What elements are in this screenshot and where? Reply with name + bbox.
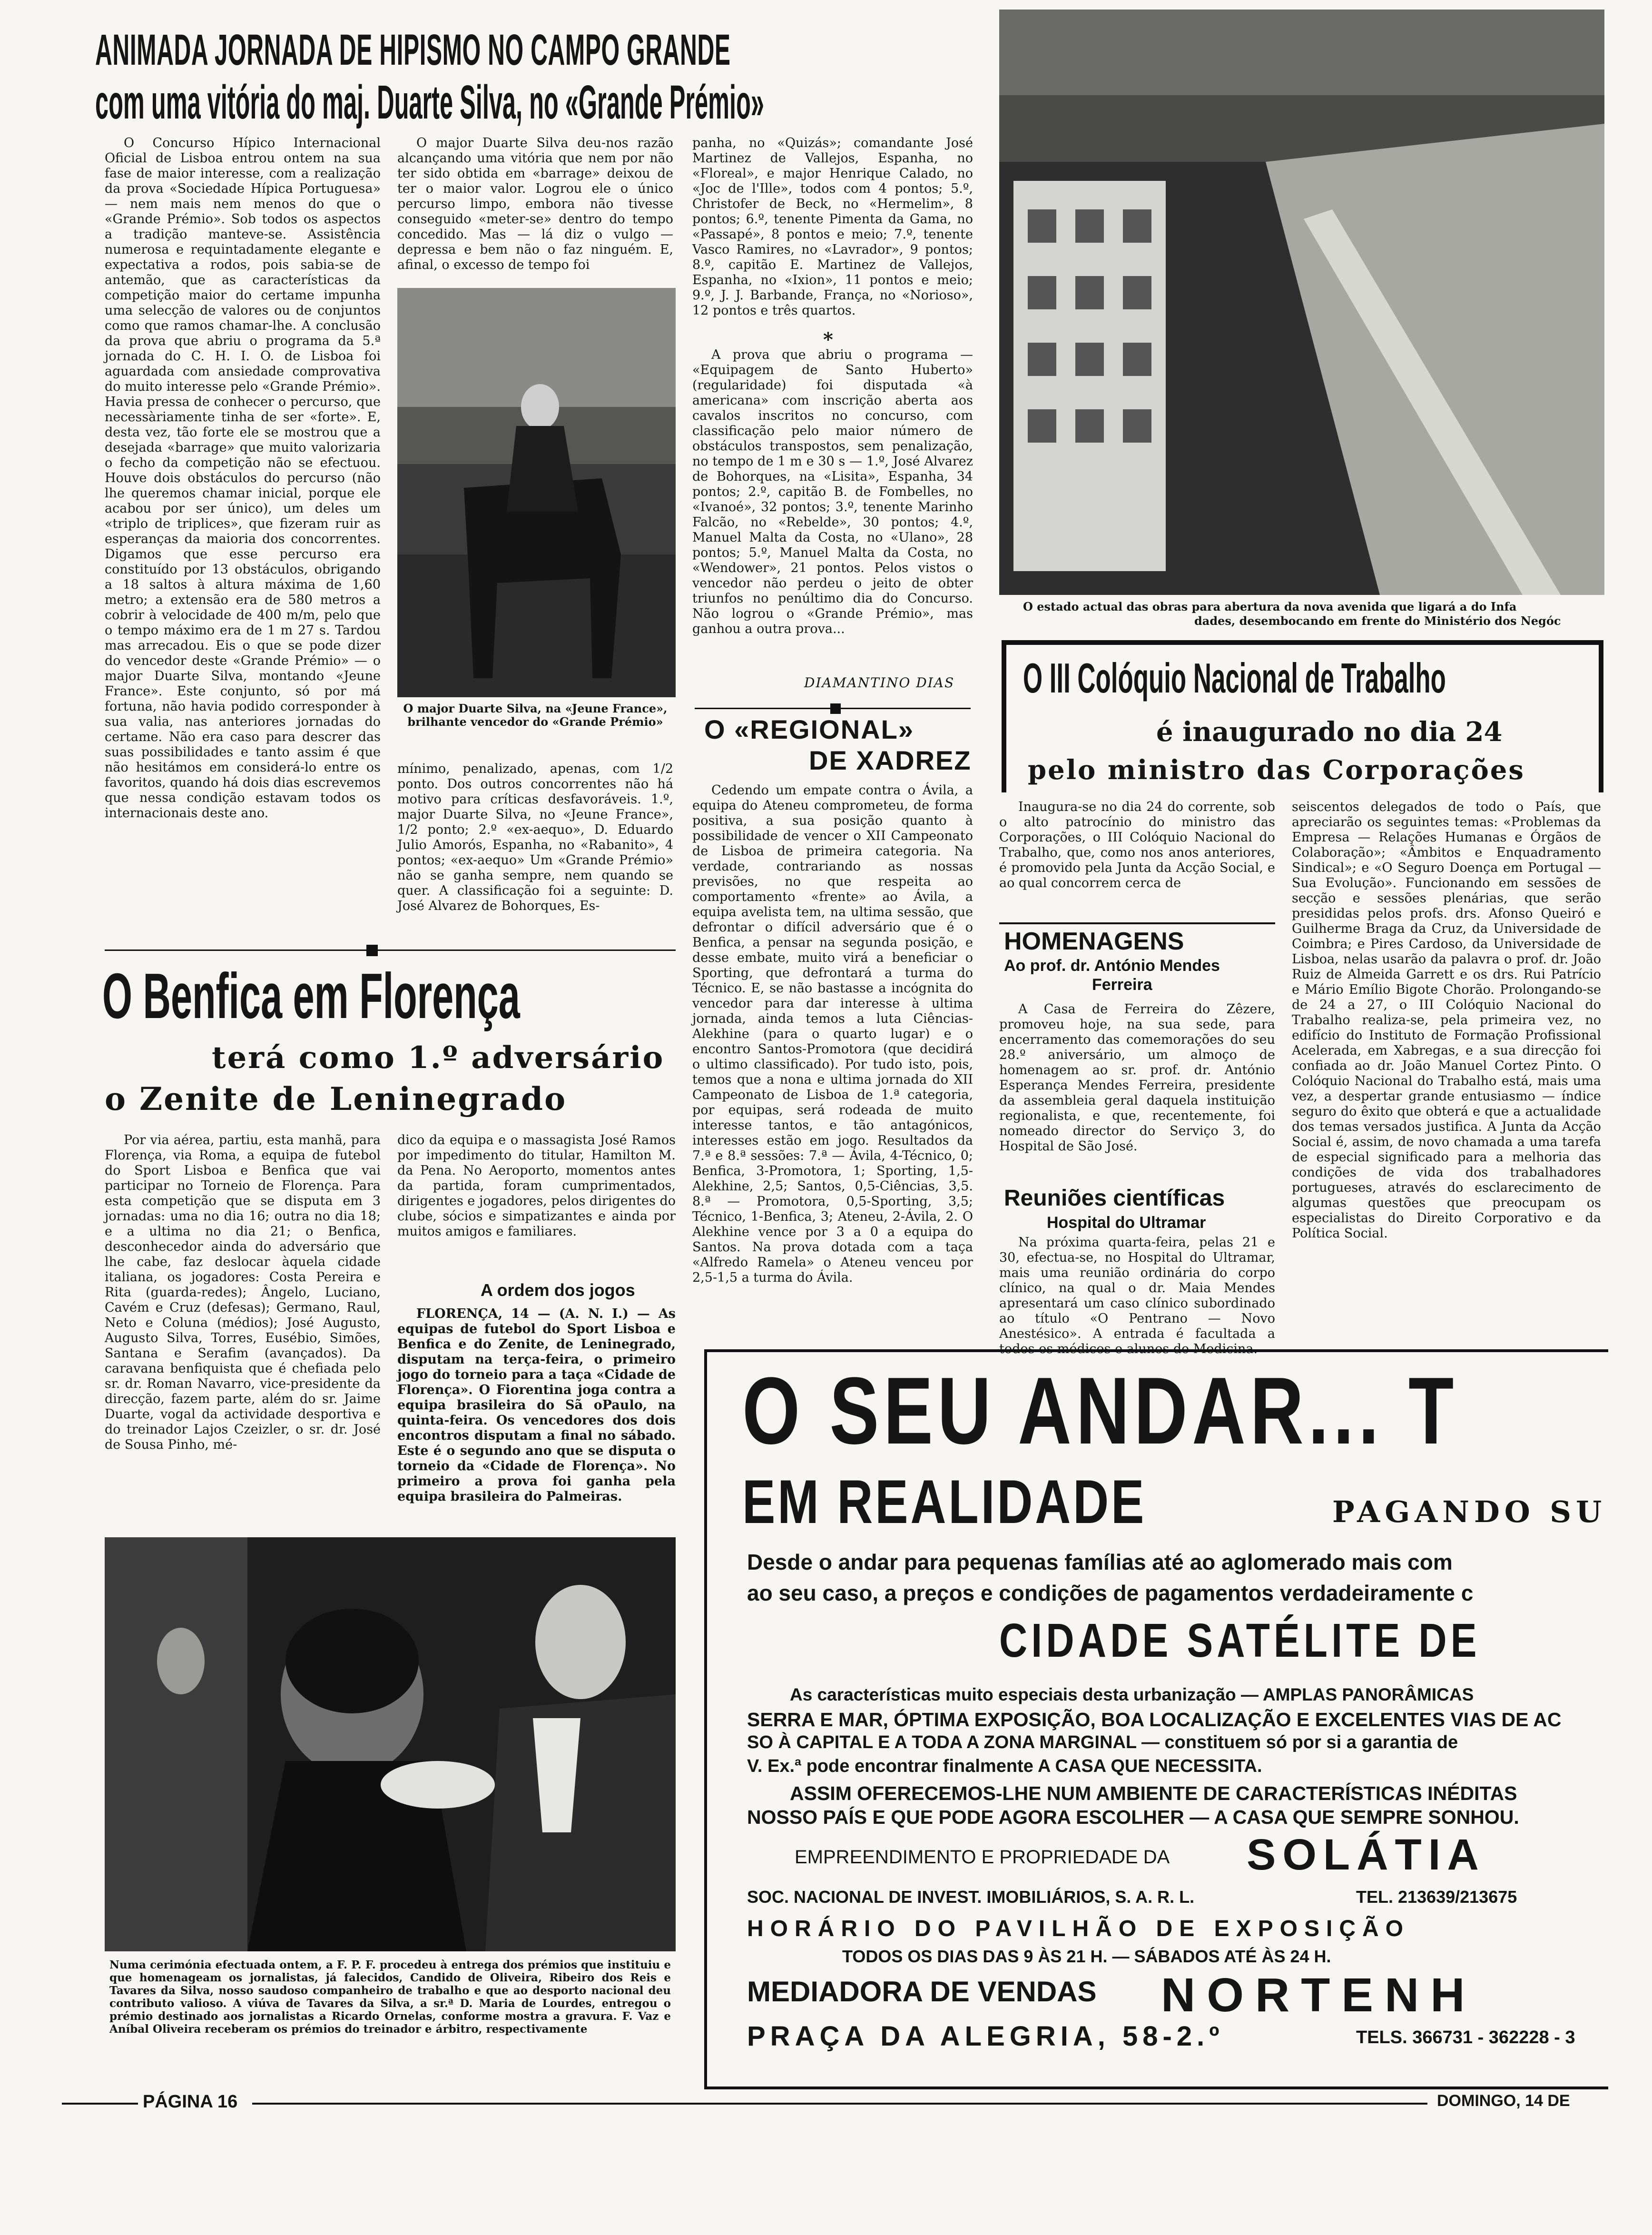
homenagens-column (999, 1002, 1275, 1183)
benfica-text-2b: FLORENÇA, 14 — (A. N. I.) — As equipas de futebol do Sport Lisboa e Benfica e do Zenite, de Leninegrado, disputam na terça-feira, o primeiro jogo do torneio para a taça «Cidade de Florença». O Fiorentina joga contra a equipa brasileira do Sã oPaulo, na quinta-feira. Os vencedores dos dois encontros disputam a final no sábado. Este é o segundo ano que se disputa o torneio da «Cidade de Florença». No primeiro a prova foi ganha pela equipa brasileira do Palmeiras. (397, 1306, 676, 1504)
asterisk-divider: * (823, 328, 833, 351)
homenagens-text: A Casa de Ferreira do Zêzere, promoveu hoje, na sua sede, para encerramento das comemorações do seu 28.º aniversário, um almoço de homenagem ao sr. prof. dr. António Esperança Mendes Ferreira, presidente da assembleia geral daquela instituição regionalista, e que, recentemente, foi nomeado director do Serviço 3, do Hospital de São José. (999, 1002, 1275, 1154)
hipismo-column-3 (692, 136, 973, 345)
horse-rider-photo (397, 288, 676, 697)
ad-nortenha-logo: NORTENH (1161, 1968, 1476, 2022)
coloquio-text-1: Inaugura-se no dia 24 do corrente, sob o alto patrocínio do ministro das Corporações, o III Colóquio Nacional do Trabalho, que, como nos anos anteriores, é promovido pela Junta da Acção Social, e ao qual concorrem cerca de (999, 800, 1275, 890)
ad-line-16a: MEDIADORA DE VENDAS (747, 1976, 1097, 2008)
hipismo-headline-2: com uma vitória do maj. Duarte Silva, no «Grande Prémio» (95, 76, 765, 129)
coloquio-column-2 (1292, 800, 1601, 1337)
ad-line-6: As características muito especiais desta urbanização — AMPLAS PANORÂMICAS (790, 1685, 1474, 1704)
reunioes-text: Na próxima quarta-feira, pelas 21 e 30, efectua-se, no Hospital do Ultramar, mais uma reunião ordinária do corpo clínico, na qual o dr. Maia Mendes apresentará um caso clínico subordinado ao título «O Pentrano — Novo Anestésico». A entrada é facultada a todos os médicos e alunos de Medicina. (999, 1235, 1275, 1356)
homenagens-title: HOMENAGENS (1004, 928, 1184, 955)
xadrez-title-2: DE XADREZ (809, 745, 972, 775)
ad-line-14: HORÁRIO DO PAVILHÃO DE EXPOSIÇÃO (747, 1916, 1410, 1941)
homenagens-subtitle-2: Ferreira (1092, 976, 1152, 994)
footer-date: DOMINGO, 14 DE (1437, 2092, 1570, 2110)
benfica-subhead: A ordem dos jogos (481, 1280, 635, 1300)
benfica-ornament (366, 945, 378, 956)
ad-line-11: NOSSO PAÍS E QUE PODE AGORA ESCOLHER — A CASA QUE SEMPRE SONHOU. (747, 1806, 1519, 1828)
homenagens-rule (999, 922, 1275, 924)
ad-line-4: ao seu caso, a preços e condições de pagamentos verdadeiramente c (747, 1581, 1474, 1605)
hipismo-column-2b (397, 761, 673, 933)
hipismo-column-1 (105, 136, 381, 935)
hipismo-text-2b: mínimo, penalizado, apenas, com 1/2 ponto. Dos outros concorrentes não há motivo para críticas desfavoráveis. 1.º, major Duarte Silva, no «Jeune France», 1/2 ponto; 2.º «ex-aequo», D. Eduardo Julio Amorós, Espanha, no «Rabanito», 4 pontos; «ex-aequo» Um «Grande Prémio» não se ganha sempre, nem quando se quer. A classificação foi a seguinte: D. José Alvarez de Bohorques, Es- (397, 761, 673, 913)
ad-line-13b: TEL. 213639/213675 (1356, 1887, 1517, 1907)
benfica-column-2 (397, 1133, 676, 1276)
coloquio-border-right (1599, 640, 1603, 792)
benfica-text-2: dico da equipa e o massagista José Ramos por impedimento do titular, Hamilton M. da Pena. No Aeroporto, momentos antes da partida, foram cumprimentados, dirigentes e jogadores, pelos dirigentes do clube, sócios e simpatizantes e ainda por muitos amigos e familiares. (397, 1133, 676, 1239)
construction-caption-1: O estado actual das obras para abertura da nova avenida que ligará a do Infa (1023, 600, 1517, 613)
footer-page-number: PÁGINA 16 (143, 2092, 238, 2112)
benfica-headline-3: o Zenite de Leninegrado (105, 1080, 567, 1118)
construction-caption-2: dades, desembocando em frente do Ministério dos Negóc (1194, 614, 1561, 628)
hipismo-text-2: O major Duarte Silva deu-nos razão alcançando uma vitória que nem por não ter sido obtida em «barrage» deixou de ter o maior valor. Logrou ele o único percurso limpo, embora não tivesse conseguido «meter-se» dentro do tempo concedido. Mas — lá diz o vulgo — depressa e bem não o faz ninguém. E, afinal, o excesso de tempo foi (397, 136, 673, 272)
ad-line-1: O SEU ANDAR... T (742, 1358, 1458, 1464)
ad-line-17a: PRAÇA DA ALEGRIA, 58-2.º (747, 2021, 1224, 2052)
benfica-rule (105, 949, 676, 951)
footer-rule-left (62, 2103, 138, 2105)
ad-line-5: CIDADE SATÉLITE DE (999, 1614, 1481, 1667)
coloquio-headline-3: pelo ministro das Corporações (1028, 754, 1525, 786)
hipismo-column-3b (692, 347, 973, 676)
coloquio-headline-1: O III Colóquio Nacional de Trabalho (1023, 654, 1446, 702)
benfica-headline-1: O Benfica em Florença (102, 960, 520, 1032)
coloquio-border-left (1002, 640, 1006, 792)
construction-photo (999, 10, 1604, 595)
benfica-column-2b (397, 1306, 676, 1516)
ad-line-13a: SOC. NACIONAL DE INVEST. IMOBILIÁRIOS, S. A. R. L. (747, 1887, 1195, 1907)
ad-solatia-logo: SOLÁTIA (1247, 1830, 1485, 1879)
reunioes-column (999, 1235, 1275, 1356)
ad-line-2b: PAGANDO SU (1332, 1494, 1607, 1529)
hipismo-text-1: O Concurso Hípico Internacional Oficial de Lisboa entrou ontem na sua fase de maior interesse, com a realização da prova «Sociedade Hípica Portuguesa» — nem mais nem menos do que o «Grande Prémio». Sob todos os aspectos a tradição manteve-se. Assistência numerosa e requintadamente elegante e expectativa a rodos, pois sabia-se de antemão, que as características da competição maior do certame impunha uma selecção de valores ou de conjuntos como que ramos chamar-lhe. A conclusão da prova que abriu o programa da 5.ª jornada do C. H. I. O. de Lisboa foi aguardada com ansiedade comprovativa do muito interesse pelo «Grande Prémio». Havia pressa de conhecer o percurso, que necessàriamente tinha de ser «forte». E, desta vez, tão forte ele se mostrou que a desejada «barrage» que muito valorizaria o fecho da competição não se efectuou. Houve dois obstáculos do percurso (não lhe queremos chamar inicial, porque ele acabou por ser único), um deles um «triplo de triplices», que fizeram ruir as esperanças da maioria dos concorrentes. Digamos que esse percurso era constituído por 13 obstáculos, obrigando a 18 saltos à altura máxima de 1,60 metro; a extensão era de 580 metros a cobrir à velocidade de 400 m/m, pelo que o tempo máximo era de 1 m 27 s. Tardou mas arrecadou. Eis o que se pode dizer do vencedor deste «Grande Prémio» — o major Duarte Silva, montando «Jeune France». Este conjunto, só por má fortuna, não havia podido corresponder à sua valia, nas anteriores jornadas do certame. Não era caso para descrer das suas possibilidades e tanto assim é que não hesitámos em considerá-lo entre os favoritos, quando há dois dias escrevemos que nessa condição estavam todos os internacionais deste ano. (105, 136, 381, 821)
reunioes-subtitle: Hospital do Ultramar (1047, 1214, 1206, 1232)
footer-rule-mid (252, 2103, 1427, 2105)
xadrez-rule (695, 708, 971, 709)
benfica-headline-2: terá como 1.º adversário (212, 1040, 665, 1076)
ad-line-7: SERRA E MAR, ÓPTIMA EXPOSIÇÃO, BOA LOCALIZAÇÃO E EXCELENTES VIAS DE AC (747, 1709, 1562, 1731)
xadrez-column (692, 783, 973, 1321)
hipismo-byline: DIAMANTINO DIAS (804, 675, 955, 691)
ad-line-12a: EMPREENDIMENTO E PROPRIEDADE DA (795, 1847, 1170, 1868)
hipismo-column-2 (397, 136, 673, 288)
hipismo-headline-1: ANIMADA JORNADA DE HIPISMO NO CAMPO GRANDE (95, 26, 731, 74)
benfica-text-1: Por via aérea, partiu, esta manhã, para Florença, via Roma, a equipa de futebol do Sport Lisboa e Benfica que vai participar no Torneio de Florença. Para esta competição que se disputa em 3 jornadas: uma no dia 16; outra no dia 18; e a ultima no dia 21; o Benfica, desconhecedor ainda do adversário que lhe cabe, faz deslocar àquela cidade italiana, os jogadores: Costa Pereira e Rita (guarda-redes); Ângelo, Luciano, Cavém e Cruz (defesas); Germano, Raul, Neto e Coluna (médios); José Augusto, Augusto Silva, Torres, Eusébio, Simões, Santana e Serafim (avançados). Da caravana benfiquista que é chefiada pelo sr. dr. Roman Navarro, vice-presidente da direcção, fazem parte, além do sr. Jaime Duarte, vogal da actividade desportiva e do treinador Lajos Czeizler, o sr. dr. José de Sousa Pinho, mé- (105, 1133, 381, 1452)
ad-line-2: EM REALIDADE (742, 1467, 1147, 1536)
ad-line-10: ASSIM OFERECEMOS-LHE NUM AMBIENTE DE CARACTERÍSTICAS INÉDITAS (790, 1782, 1517, 1804)
coloquio-border-top (1002, 640, 1603, 645)
homenagens-subtitle-1: Ao prof. dr. António Mendes (1004, 957, 1220, 975)
hipismo-text-3: panha, no «Quizás»; comandante José Martinez de Vallejos, Espanha, no «Floreal», e major Henrique Calado, no «Joc de l'Ille», todos com 4 pontos; 5.º, Christofer de Beck, no «Hermelim», 8 pontos; 6.º, tenente Pimenta da Gama, no «Passapé», 8 pontos e meio; 7.º, tenente Vasco Ramires, no «Lavrador», 9 pontos; 8.º, capitão E. Martinez de Vallejos, Espanha, no «Ixion», 11 pontos e meio; 9.º, J. J. Barbande, França, no «Norioso», 12 pontos e três quartos. (692, 136, 973, 318)
ad-line-15: TODOS OS DIAS DAS 9 ÀS 21 H. — SÁBADOS ATÉ ÀS 24 H. (842, 1947, 1331, 1966)
benfica-column-1 (105, 1133, 381, 1513)
ceremony-photo (105, 1537, 676, 1951)
reunioes-title: Reuniões científicas (1004, 1186, 1225, 1211)
coloquio-text-2: seiscentos delegados de todo o País, que apreciarão os seguintes temas: «Problemas da Empresa — Relações Humanas e Órgãos de Colaboração»; «Âmbitos e Enquadramento Sindical»; e «O Seguro Doença em Portugal — Sua Evolução». Funcionando em sessões de secção e sessões plenárias, que serão presididas pelos profs. drs. Afonso Queiró e Guilherme Braga da Cruz, da Universidade de Coimbra; e Pires Cardoso, da Universidade de Lisboa, nelas usarão da palavra o prof. dr. João Ruiz de Almeida Garrett e os drs. Rui Patrício e Mário Emílio Bigote Chorão. Prolongando-se de 24 a 27, o III Colóquio Nacional do Trabalho realiza-se, pela primeira vez, no edifício do Instituto de Formação Profissional Acelerada, em Xabregas, e a sua direcção foi confiada ao dr. João Manuel Cortez Pinto. O Colóquio Nacional do Trabalho está, mais uma vez, a despertar grande entusiasmo — índice seguro do êxito que obterá e que a actualidade dos temas versados justifica. A Junta da Acção Social é, assim, de novo chamada a uma tarefa de especial significado para a melhoria das condições de vida dos trabalhadores portugueses, através do esclarecimento de algumas questões que preocupam os especialistas do Direito Corporativo e da Política Social. (1292, 800, 1601, 1241)
construction-image (999, 10, 1604, 595)
horse-rider-image (397, 288, 676, 697)
ad-line-3: Desde o andar para pequenas famílias até ao aglomerado mais com (747, 1550, 1453, 1574)
coloquio-column-1 (999, 800, 1275, 923)
ceremony-image (105, 1537, 676, 1951)
xadrez-title-1: O «REGIONAL» (704, 714, 914, 744)
xadrez-text: Cedendo um empate contra o Ávila, a equipa do Ateneu comprometeu, de forma positiva, a sua posição quanto à possibilidade de vencer o XII Campeonato de Lisboa de primeira categoria. Na verdade, contrariando as nossas previsões, no que respeita ao comportamento «frente» ao Ávila, a equipa avelista tem, na ultima sessão, que defrontar o difícil adversário que é o Benfica, a pensar na segunda posição, e desse embate, muito virá a beneficiar o Sporting, que defrontará a turma do Técnico. E, se não bastasse a incógnita do vencedor para dar interesse à ultima jornada, ainda temos a luta Ciências-Alekhine (para o quarto lugar) e o encontro Santos-Promotora (que decidirá o ultimo classificado). Por tudo isto, pois, temos que a nona e ultima jornada do XII Campeonato de Lisboa de 1.ª categoria, por equipas, será rodeada de muito interesse tantos, e tão antagónicos, interesses estão em jogo. Resultados da 7.ª e 8.ª sessões: 7.ª — Ávila, 4-Técnico, 0; Benfica, 3-Promotora, 1; Sporting, 1,5-Alekhine, 2,5; Santos, 0,5-Ciências, 3,5. 8.ª — Promotora, 0,5-Sporting, 3,5; Técnico, 1-Benfica, 3; Ateneu, 2-Ávila, 2. O Alekhine vence por 3 a 0 a equipa do Santos. Na prova dotada com a taça «Alfredo Ramela» o Ateneu venceu por 2,5-1,5 a turma do Ávila. (692, 783, 973, 1285)
coloquio-headline-2: é inaugurado no dia 24 (1156, 716, 1503, 748)
ad-line-8: SO À CAPITAL E A TODA A ZONA MARGINAL — constituem só por si a garantia de (747, 1732, 1458, 1752)
hipismo-text-3b: A prova que abriu o programa — «Equipagem de Santo Huberto» (regularidade) foi disputada «à americana» com inscrição aberta aos cavalos inscritos no concurso, com classificação pelo maior número de obstáculos transpostos, sem penalização, no tempo de 1 m e 30 s — 1.º, José Alvarez de Bohorques, na «Lisita», Espanha, 34 pontos; 2.º, capitão B. de Fombelles, no «Ivanoé», 32 pontos; 3.º, tenente Marinho Falcão, no «Rebelde», 30 pontos; 4.º, Manuel Malta da Costa, no «Ulano», 28 pontos; 5.º, Manuel Malta da Costa, no «Wendower», 21 pontos. Pelos vistos o vencedor não perdeu o jeito de obter triunfos no penúltimo dia do Concurso. Não logrou o «Grande Prémio», mas ganhou a outra prova... (692, 347, 973, 636)
ceremony-caption: Numa cerimónia efectuada ontem, a F. P. F. procedeu à entrega dos prémios que instituiu e que homenageam os jornalistas, já falecidos, Candido de Oliveira, Ribeiro dos Reis e Tavares da Silva, nosso saudoso companheiro de trabalho e que ao desporto nacional deu contributo valioso. A viúva de Tavares da Silva, a sr.ª D. Maria de Lourdes, entregou o prémio destinado aos jornalistas a Ricardo Ornelas, conforme mostra a gravura. F. Vaz e Aníbal Oliveira receberam os prémios do treinador e árbitro, respectivamente (109, 1958, 671, 2036)
horse-rider-caption: O major Duarte Silva, na «Jeune France», brilhante vencedor do «Grande Prémio» (403, 702, 668, 729)
ad-line-9: V. Ex.ª pode encontrar finalmente A CASA QUE NECESSITA. (747, 1756, 1262, 1776)
ad-line-17b: TELS. 366731 - 362228 - 3 (1356, 2027, 1575, 2047)
